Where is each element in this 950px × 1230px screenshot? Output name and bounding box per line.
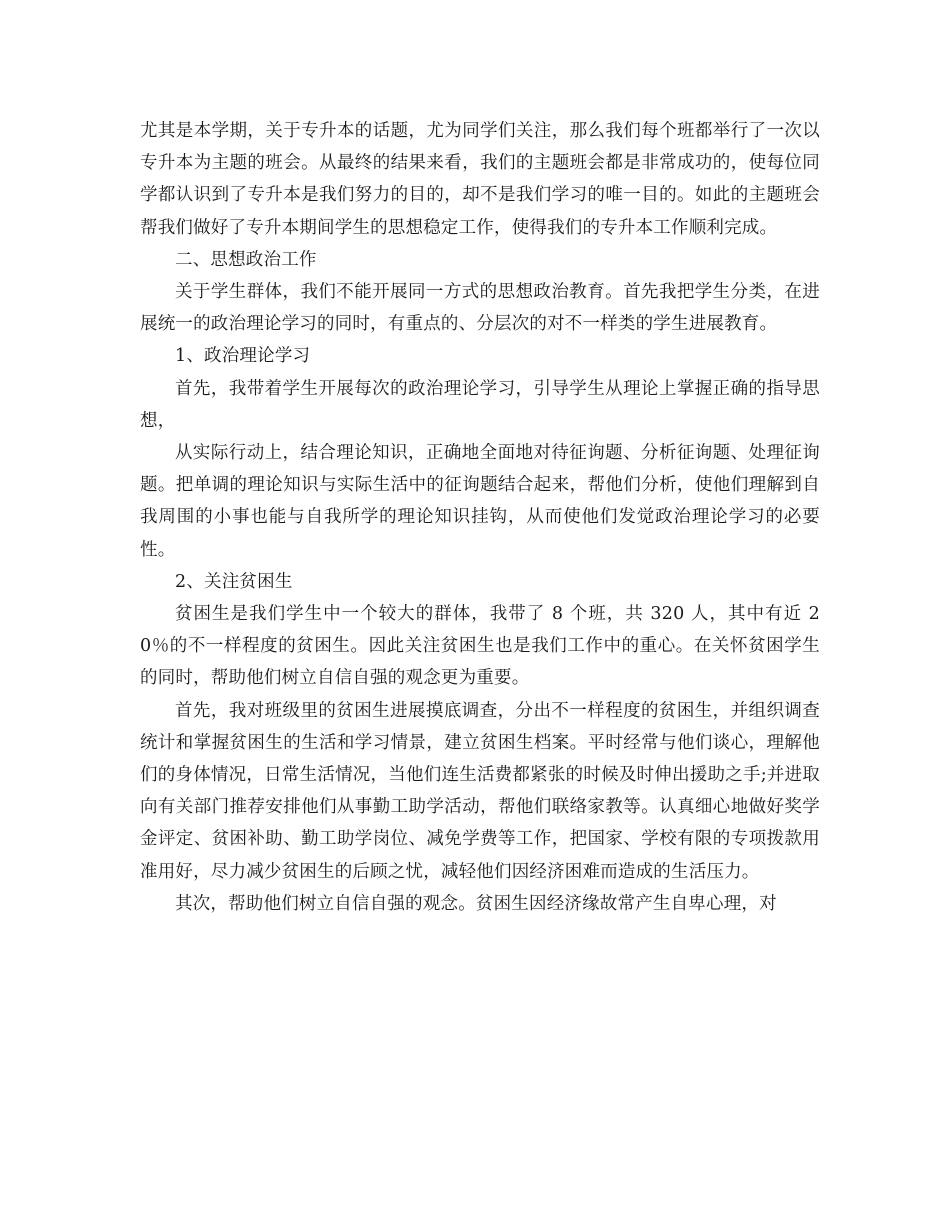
body-paragraph: 贫困生是我们学生中一个较大的群体，我带了 8 个班，共 320 人，其中有近 20％的不一样程度的贫困生。因此关注贫困生也是我们工作中的重心。在关怀贫困学生的同时，帮助他们树立自信自强的观念更为重要。 [140,604,820,689]
body-paragraph: 尤其是本学期，关于专升本的话题，尤为同学们关注，那么我们每个班都举行了一次以专升本为主题的班会。从最终的结果来看，我们的主题班会都是非常成功的，使每位同学都认识到了专升本是我们努力的目的，却不是我们学习的唯一目的。如此的主题班会帮我们做好了专升本期间学生的思想稳定工作，使得我们的专升本工作顺利完成。 [140,121,820,238]
body-paragraph: 首先，我带着学生开展每次的政治理论学习，引导学生从理论上掌握正确的指导思想， [140,378,820,431]
body-paragraph: 其次，帮助他们树立自信自强的观念。贫困生因经济缘故常产生自卑心理，对 [175,893,777,914]
subsection-heading: 1、政治理论学习 [175,346,311,367]
body-paragraph: 从实际行动上，结合理论知识，正确地全面地对待征询题、分析征询题、处理征询题。把单调的理论知识与实际生活中的征询题结合起来，帮他们分析，使他们理解到自我周围的小事也能与自我所学的理论知识挂钩，从而使他们发觉政治理论学习的必要性。 [140,443,820,560]
section-heading: 二、思想政治工作 [175,249,317,270]
body-paragraph: 关于学生群体，我们不能开展同一方式的思想政治教育。首先我把学生分类，在进展统一的政治理论学习的同时，有重点的、分层次的对不一样类的学生进展教育。 [140,282,820,335]
body-paragraph: 首先，我对班级里的贫困生进展摸底调查，分出不一样程度的贫困生，并组织调查统计和掌握贫困生的生活和学习情景，建立贫困生档案。平时经常与他们谈心，理解他们的身体情况，日常生活情况，当他们连生活费都紧张的时候及时伸出援助之手;并进取向有关部门推荐安排他们从事勤工助学活动，帮他们联络家教等。认真细心地做好奖学金评定、贫困补助、勤工助学岗位、减免学费等工作，把国家、学校有限的专项拨款用准用好，尽力减少贫困生的后顾之忧，减轻他们因经济困难而造成的生活压力。 [140,700,820,882]
subsection-heading: 2、关注贫困生 [175,571,293,592]
